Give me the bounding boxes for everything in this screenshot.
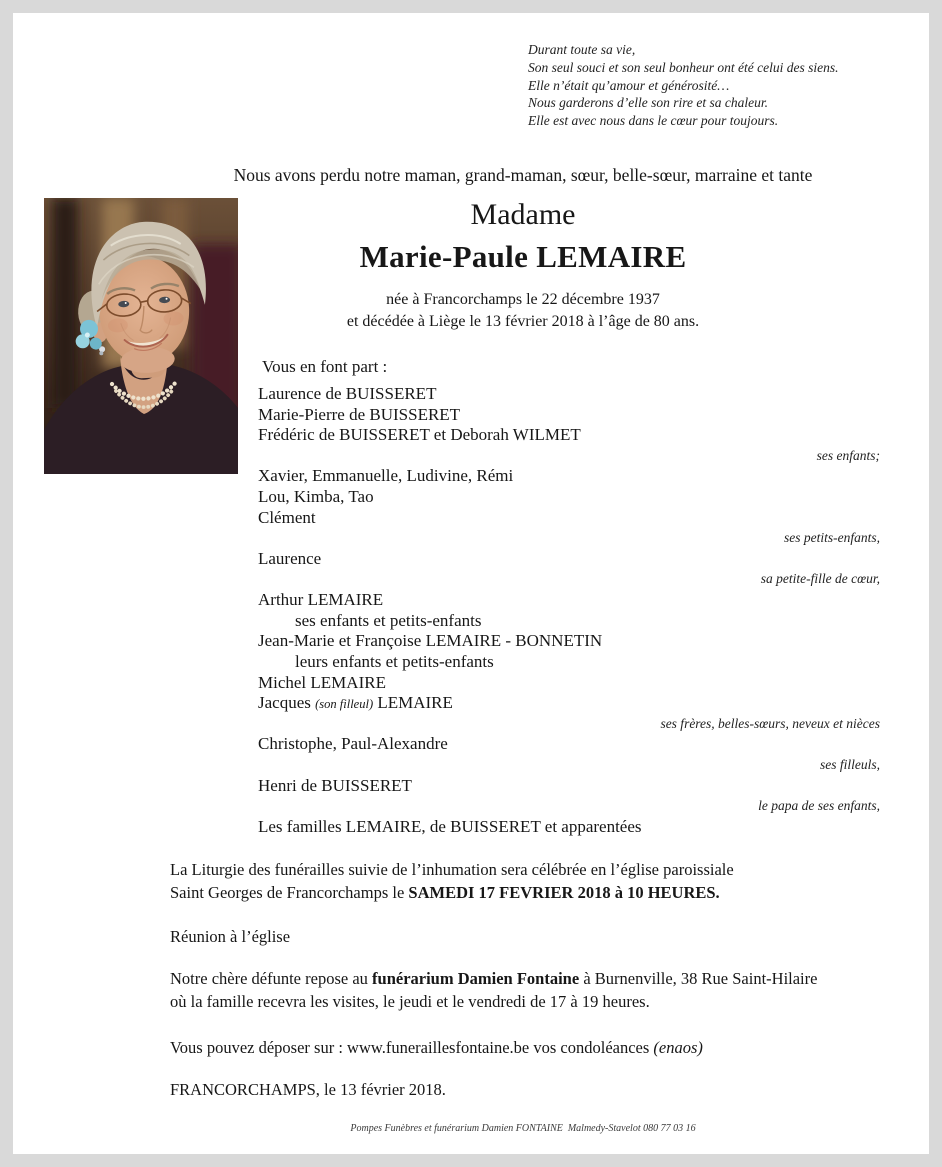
- repose-line2: où la famille recevra les visites, le jeudi et le vendredi de 17 à 19 heures.: [170, 991, 650, 1011]
- liturgy-paragraph: [170, 858, 734, 904]
- family-member: [258, 693, 880, 714]
- repose-line1: Notre chère défunte repose au funérarium Damien Fontaine à Burnenville, 38 Rue Saint-Hilaire: [170, 969, 818, 988]
- condolences-line: [170, 1036, 703, 1059]
- deceased-name: Marie-Paule LEMAIRE: [359, 239, 687, 274]
- relation-label: sa petite-fille de cœur,: [760, 571, 880, 587]
- relation-label: le papa de ses enfants,: [758, 798, 880, 814]
- verse-line: Elle est avec nous dans le cœur pour toujours.: [528, 113, 779, 129]
- enaos-note: (enaos): [653, 1038, 703, 1057]
- verse-line: Son seul souci et son seul bonheur ont été celui des siens.: [528, 59, 839, 75]
- condolences-text: Vous pouvez déposer sur : www.funeraillesfontaine.be vos condoléances: [170, 1038, 654, 1057]
- member-last-name: LEMAIRE: [377, 693, 453, 713]
- family-member: Clément: [258, 507, 316, 527]
- death-line: et décédée à Liège le 13 février 2018 à l’âge de 80 ans.: [346, 312, 700, 330]
- announcement-heading: Vous en font part :: [262, 357, 388, 376]
- birth-line: née à Francorchamps le 22 décembre 1937: [386, 291, 660, 308]
- family-sub-line: ses enfants et petits-enfants: [295, 610, 482, 630]
- relation-label: ses filleuls,: [820, 756, 880, 772]
- ceremony-datetime: SAMEDI 17 FEVRIER 2018 à 10 HEURES.: [408, 883, 720, 902]
- liturgy-line2: Saint Georges de Francorchamps le SAMEDI 17 FEVRIER 2018 à 10 HEURES.: [170, 883, 720, 902]
- family-member: Marie-Pierre de BUISSERET: [258, 404, 461, 424]
- funeral-home-name: funérarium Damien Fontaine: [372, 969, 580, 988]
- family-member: Lou, Kimba, Tao: [258, 487, 374, 507]
- relation-label: ses frères, belles-sœurs, neveux et nièces: [660, 715, 880, 731]
- verse-line: Durant toute sa vie,: [528, 42, 636, 57]
- family-member: Laurence de BUISSERET: [258, 384, 437, 403]
- intro-line: Nous avons perdu notre maman, grand-maman, sœur, belle-sœur, marraine et tante: [233, 165, 813, 185]
- relation-label: ses petits-enfants,: [784, 530, 880, 546]
- family-list: [258, 384, 880, 837]
- family-member: Xavier, Emmanuelle, Ludivine, Rémi: [258, 466, 514, 486]
- place-date-line: FRANCORCHAMPS, le 13 février 2018.: [170, 1080, 446, 1099]
- repose-paragraph: [170, 968, 817, 1013]
- family-sub-line: leurs enfants et petits-enfants: [295, 651, 494, 671]
- godson-note: (son filleul): [315, 697, 374, 712]
- family-member: Frédéric de BUISSERET et Deborah WILMET: [258, 425, 581, 445]
- birth-death-dates: [106, 289, 940, 332]
- honorific-title: Madame: [470, 198, 576, 231]
- family-member: Jean-Marie et Françoise LEMAIRE - BONNETIN: [258, 631, 603, 651]
- family-member: Arthur LEMAIRE: [258, 590, 384, 610]
- relation-label: ses enfants;: [816, 447, 880, 463]
- family-member: Laurence: [258, 548, 322, 568]
- member-first-name: Jacques: [258, 693, 311, 713]
- funeral-home-footer: Pompes Funèbres et funérarium Damien FONTAINE Malmedy-Stavelot 080 77 03 16: [350, 1123, 696, 1134]
- memorial-verse: [528, 41, 838, 130]
- family-member: Henri de BUISSERET: [258, 775, 412, 795]
- family-member: Michel LEMAIRE: [258, 672, 386, 692]
- reunion-line: Réunion à l’église: [170, 927, 291, 946]
- family-member: Christophe, Paul-Alexandre: [258, 734, 448, 754]
- verse-line: Nous garderons d’elle son rire et sa chaleur.: [528, 95, 768, 111]
- verse-line: Elle n’était qu’amour et générosité…: [528, 77, 730, 93]
- liturgy-line1: La Liturgie des funérailles suivie de l’inhumation sera célébrée en l’église paroissiale: [170, 860, 734, 879]
- families-line: Les familles LEMAIRE, de BUISSERET et apparentées: [258, 816, 642, 836]
